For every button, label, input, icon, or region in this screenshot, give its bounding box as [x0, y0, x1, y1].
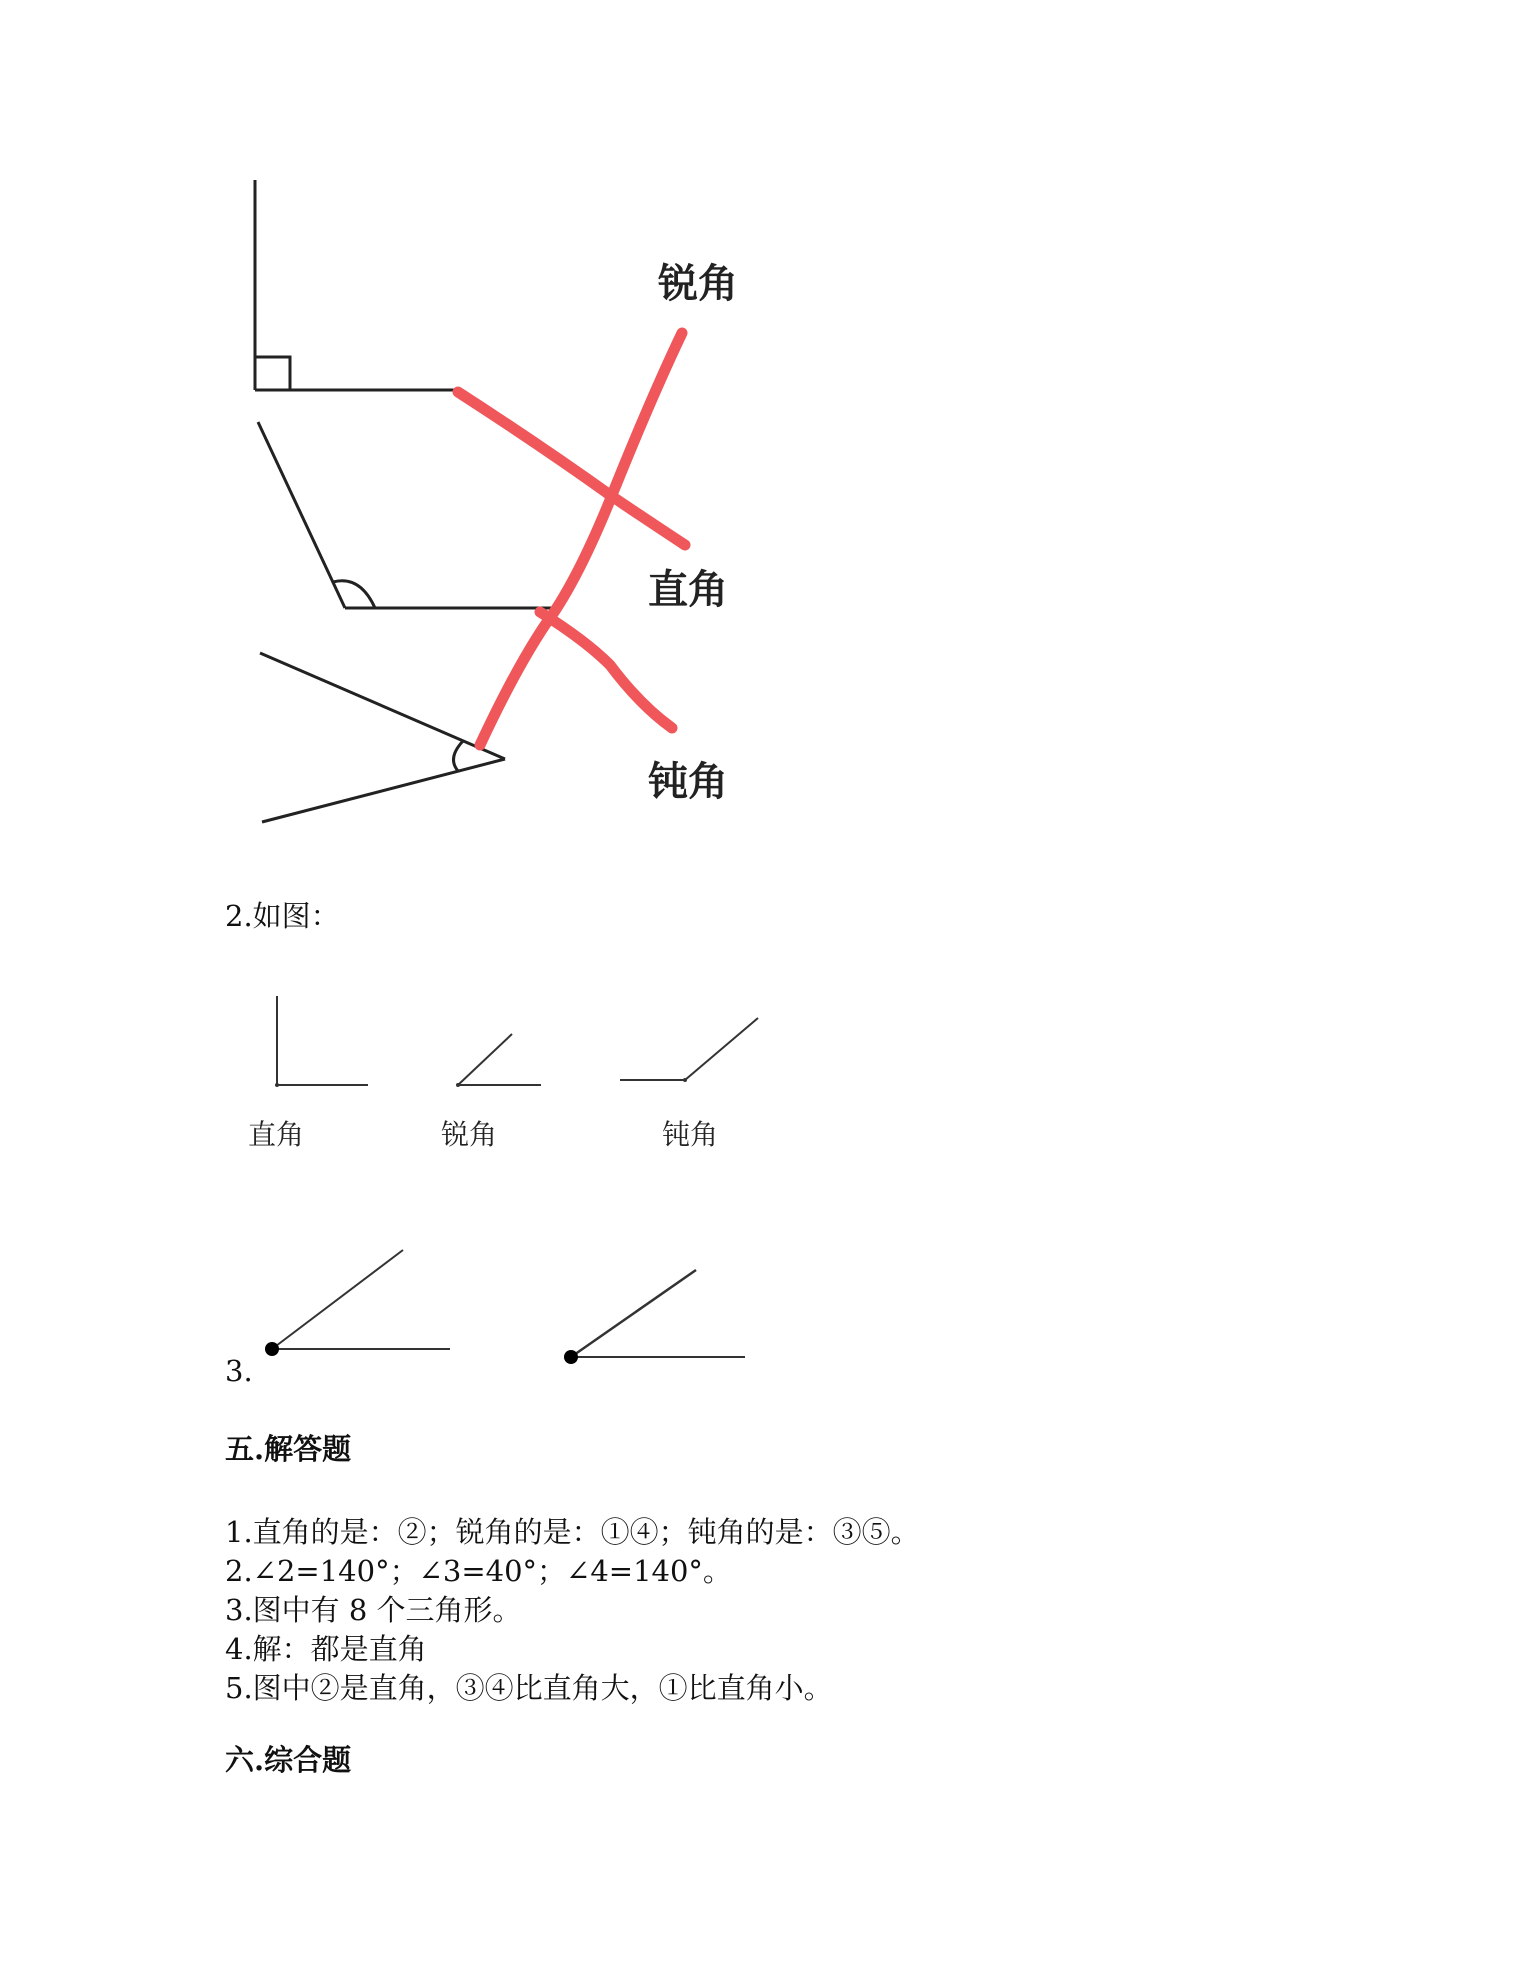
section-5-answers [225, 1513, 920, 1708]
label-obtuse-angle: 钝角 [648, 759, 728, 805]
angle-types-drawing [0, 980, 1530, 1090]
label-right-angle-example: 直角 [248, 1118, 305, 1151]
label-acute-angle: 锐角 [658, 261, 738, 307]
section-5-title: 五.解答题 [225, 1432, 352, 1466]
acute-angle-shape [260, 653, 505, 822]
answer-1: 1.直角的是：②；锐角的是：①④；钝角的是：③⑤。 [225, 1515, 920, 1549]
label-obtuse-angle-example: 钝角 [662, 1118, 719, 1151]
matching-lines [458, 333, 685, 745]
question-2-prefix: 2.如图： [225, 899, 340, 933]
acute-angle-example [458, 1034, 541, 1085]
angle-b [564, 1270, 745, 1364]
answer-5: 5.图中②是直角，③④比直角大，①比直角小。 [225, 1671, 833, 1705]
angle-a [265, 1250, 450, 1356]
question-3-prefix: 3. [225, 1354, 253, 1388]
label-acute-angle-example: 锐角 [441, 1118, 498, 1151]
answer-2: 2.∠2=140°；∠3=40°；∠4=140°。 [225, 1554, 732, 1588]
angle-matching-drawing [0, 0, 1530, 860]
question-3-angles [0, 1230, 1530, 1370]
label-right-angle: 直角 [648, 567, 728, 613]
angle-types-figure [0, 980, 1530, 1160]
angle-matching-figure [0, 0, 1530, 860]
match-line-acute-angle [540, 612, 672, 728]
right-angle-example [277, 996, 368, 1085]
right-angle-shape [255, 180, 458, 390]
match-line-obtuse-angle [480, 333, 682, 745]
obtuse-angle-shape [258, 422, 555, 608]
section-6-title: 六.综合题 [225, 1743, 352, 1777]
question-3-figure [0, 1230, 1530, 1370]
obtuse-angle-example [620, 1018, 758, 1080]
answer-4: 4.解：都是直角 [225, 1632, 427, 1666]
answer-3: 3.图中有 8 个三角形。 [225, 1593, 522, 1627]
